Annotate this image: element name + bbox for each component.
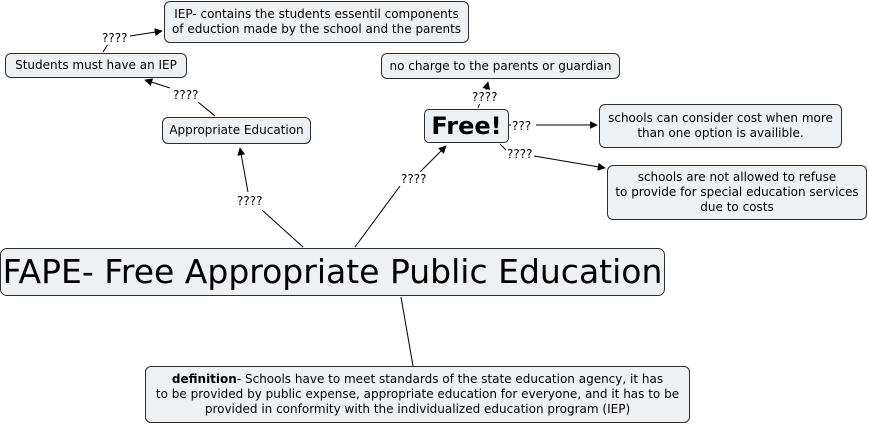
- edge-free-refuse-b: [534, 156, 605, 168]
- edge-must-iep-a: [103, 44, 108, 52]
- iep-line-1: IEP- contains the students essentil components: [174, 7, 459, 21]
- appropriate-education-label: Appropriate Education: [169, 123, 304, 137]
- fape-main-node[interactable]: [0, 248, 665, 296]
- not-refuse-line-1: schools are not allowed to refuse: [637, 170, 837, 184]
- link-label-free-nocharge: ????: [472, 90, 498, 104]
- edge-appropriate-must-b: [145, 80, 170, 88]
- consider-cost-line-2: than one option is availible.: [637, 126, 804, 140]
- edge-appropriate-must-a: [198, 102, 215, 116]
- not-refuse-line-2: to provide for special education services: [615, 185, 859, 199]
- iep-line-2: of eduction made by the school and the parents: [171, 22, 462, 36]
- no-charge-label: no charge to the parents or guardian: [389, 58, 612, 73]
- link-label-fape-free: ????: [401, 172, 427, 186]
- edge-must-iep-b: [130, 31, 162, 36]
- free-node[interactable]: [424, 109, 509, 143]
- link-label-appropriate-must: ????: [173, 88, 199, 102]
- definition-node[interactable]: [145, 366, 690, 423]
- definition-line-2: to be provided by public expense, appropriate education for everyone, and it has to be: [155, 387, 680, 401]
- consider-cost-line-1: schools can consider cost when more: [608, 111, 833, 125]
- must-have-iep-node[interactable]: [5, 53, 187, 78]
- fape-title: FAPE- Free Appropriate Public Education: [2, 252, 663, 291]
- edge-fape-appropriate-b: [240, 148, 248, 192]
- link-label-free-refuse: ????: [507, 147, 533, 161]
- definition-term: definition: [171, 372, 237, 386]
- must-have-iep-label: Students must have an IEP: [15, 58, 177, 72]
- appropriate-education-node[interactable]: [162, 117, 311, 144]
- link-label-free-consider: ???: [512, 119, 532, 133]
- link-label-must-iep: ????: [102, 31, 128, 45]
- edge-fape-free-b: [420, 146, 446, 172]
- edge-fape-free-a: [355, 186, 400, 247]
- consider-cost-node[interactable]: [599, 104, 842, 148]
- definition-line-3: provided in conformity with the individualized education program (IEP): [204, 402, 631, 416]
- link-label-fape-appropriate: ????: [237, 194, 263, 208]
- edge-fape-definition: [401, 297, 413, 366]
- not-refuse-line-3: due to costs: [700, 200, 774, 214]
- definition-line-1: [156, 372, 679, 387]
- definition-text-1: - Schools have to meet standards of the state education agency, it has: [236, 372, 664, 386]
- edge-fape-appropriate-a: [262, 210, 303, 247]
- iep-node[interactable]: [164, 1, 469, 43]
- edge-free-nocharge-b: [486, 82, 488, 90]
- free-label: Free!: [431, 112, 502, 140]
- no-charge-node[interactable]: [381, 53, 620, 79]
- not-refuse-node[interactable]: [607, 165, 867, 220]
